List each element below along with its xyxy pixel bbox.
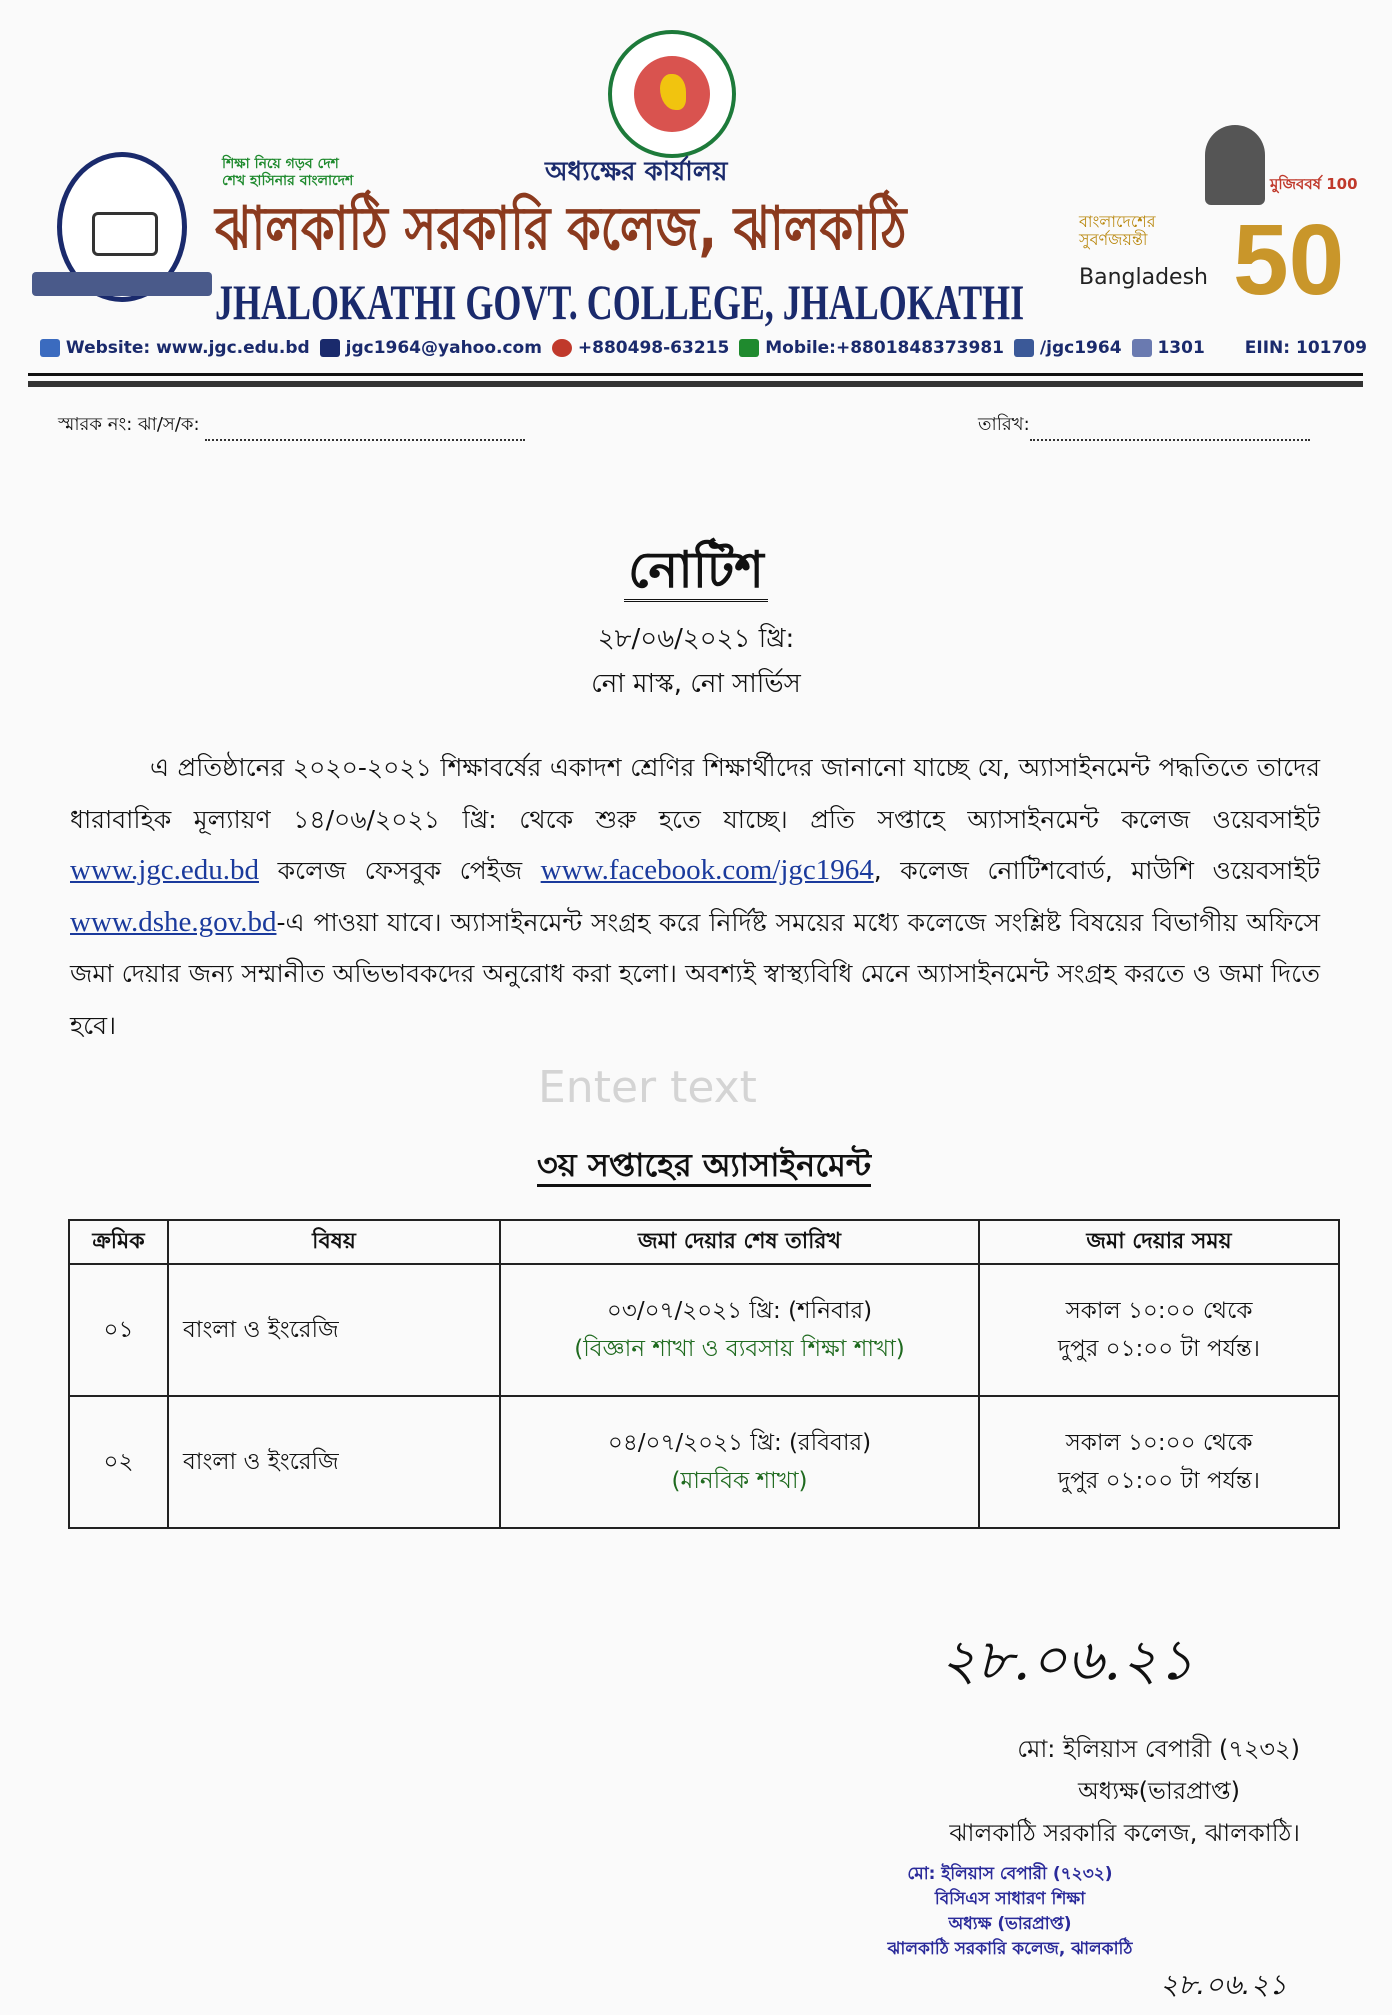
notice-body — [70, 742, 1320, 1051]
eiin: EIIN: 101709 — [1244, 338, 1367, 358]
official-stamp — [880, 1862, 1140, 1962]
time-cell — [979, 1396, 1339, 1528]
office-label: অধ্যক্ষের কার্যালয় — [545, 157, 728, 187]
signatory-institution: ঝালকাঠি সরকারি কলেজ, ঝালকাঠি। — [949, 1819, 1300, 1847]
jubilee-number: 50 — [1233, 204, 1345, 316]
facebook-icon — [1014, 339, 1034, 357]
body-text: কলেজ ফেসবুক পেইজ — [259, 856, 541, 885]
institution-code: 1301 — [1157, 338, 1205, 358]
table-row — [69, 1264, 1339, 1396]
college-title-bangla: ঝালকাঠি সরকারি কলেজ, ঝালকাঠি — [215, 194, 907, 264]
college-logo — [32, 152, 212, 322]
notice-date: ২৮/০৬/২০২১ খ্রি: — [597, 624, 795, 654]
subject-cell: বাংলা ও ইংরেজি — [168, 1264, 500, 1396]
globe-icon — [40, 339, 60, 357]
facebook: /jgc1964 — [1039, 338, 1122, 358]
time-start: সকাল ১০:০০ থেকে — [1065, 1298, 1253, 1324]
signatory-designation: অধ্যক্ষ(ভারপ্রাপ্ত) — [1077, 1777, 1240, 1805]
branch: (বিজ্ঞান শাখা ও ব্যবসায় শিক্ষা শাখা) — [574, 1336, 905, 1362]
stamp-line: অধ্যক্ষ (ভারপ্রাপ্ত) — [948, 1914, 1072, 1934]
jubilee-text: বাংলাদেশের সুবর্ণজয়ন্তী — [1079, 212, 1156, 249]
divider — [28, 373, 1363, 376]
header-deadline: জমা দেয়ার শেষ তারিখ — [500, 1220, 979, 1264]
table-header-row — [69, 1220, 1339, 1264]
building-icon — [1132, 339, 1152, 357]
phone: +880498-63215 — [577, 338, 730, 358]
memo-label: স্মারক নং: ঝা/স/ক: — [58, 414, 200, 435]
deadline-date: ০৪/০৭/২০২১ খ্রি: (রবিবার) — [607, 1430, 872, 1456]
branch: (মানবিক শাখা) — [671, 1468, 808, 1494]
website-link[interactable]: www.jgc.edu.bd — [70, 854, 259, 886]
slogan — [222, 156, 353, 190]
header-serial: ক্রমিক — [69, 1220, 168, 1264]
stamp-line: বিসিএস সাধারণ শিক্ষা — [934, 1889, 1086, 1909]
deadline-cell — [500, 1264, 979, 1396]
jubilee-bangladesh: Bangladesh — [1079, 265, 1208, 290]
signature-date: ২৮.০৬.২১ — [1160, 1968, 1287, 2001]
serial-cell: ০১ — [69, 1264, 168, 1396]
serial-cell: ০২ — [69, 1396, 168, 1528]
mail-icon — [320, 339, 340, 357]
watermark: Enter text — [538, 1062, 757, 1113]
table-title-text: ৩য় সপ্তাহের অ্যাসাইনমেন্ট — [537, 1146, 871, 1187]
slogan-line: শেখ হাসিনার বাংলাদেশ — [222, 173, 354, 189]
memo-field — [58, 410, 525, 441]
signatory-name: মো: ইলিয়াস বেপারী (৭২৩২) — [1017, 1735, 1300, 1763]
notice-title — [0, 540, 1392, 600]
dshe-link[interactable]: www.dshe.gov.bd — [70, 905, 277, 938]
mobile-icon — [739, 339, 759, 357]
time-start: সকাল ১০:০০ থেকে — [1065, 1430, 1253, 1456]
notice-subtitle: নো মাস্ক, নো সার্ভিস — [591, 669, 801, 699]
email: jgc1964@yahoo.com — [345, 338, 542, 358]
table-row — [69, 1396, 1339, 1528]
handwritten-signature: ২৮.০৬.২১ — [940, 1628, 1194, 1693]
time-end: দুপুর ০১:০০ টা পর্যন্ত। — [1058, 1336, 1260, 1362]
slogan-line: শিক্ষা নিয়ে গড়ব দেশ — [222, 156, 339, 172]
subject-cell: বাংলা ও ইংরেজি — [168, 1396, 500, 1528]
mobile: Mobile:+8801848373981 — [765, 338, 1004, 358]
phone-icon — [552, 339, 572, 357]
stamp-line: মো: ইলিয়াস বেপারী (৭২৩২) — [907, 1864, 1113, 1884]
contact-line — [40, 338, 1367, 358]
assignment-table — [68, 1219, 1340, 1529]
signatory-block — [820, 1728, 1300, 1854]
deadline-date: ০৩/০৭/২০২১ খ্রি: (শনিবার) — [606, 1298, 873, 1324]
header-time: জমা দেয়ার সময় — [979, 1220, 1339, 1264]
body-text: এ প্রতিষ্ঠানের ২০২০-২০২১ শিক্ষাবর্ষের একাদশ শ্রেণির শিক্ষার্থীদের জানানো যাচ্ছে যে, অ্যাসাইনমেন্ট পদ্ধতিতে তাদের ধারাবাহিক মূল্যায়ণ ১৪/০৬/২০২১ খ্রি: থেকে শুরু হতে যাচ্ছে। প্রতি সপ্তাহে অ্যাসাইনমেন্ট কলেজ ওয়েবসাইট — [70, 753, 1320, 834]
header-subject: বিষয় — [168, 1220, 500, 1264]
website: Website: www.jgc.edu.bd — [65, 338, 310, 358]
time-cell — [979, 1264, 1339, 1396]
government-seal — [608, 30, 736, 158]
book-icon — [92, 212, 158, 256]
date-field — [978, 410, 1310, 441]
body-text: -এ পাওয়া যাবে। অ্যাসাইনমেন্ট সংগ্রহ করে নির্দিষ্ট সময়ের মধ্যে কলেজে সংশ্লিষ্ট বিষয়ের বিভাগীয় অফিসে জমা দেয়ার জন্য সম্মানীত অভিভাবকদের অনুরোধ করা হলো। অবশ্যই স্বাস্থ্যবিধি মেনে অ্যাসাইনমেন্ট সংগ্রহ করতে ও জমা দিতে হবে। — [70, 907, 1320, 1040]
table-title — [68, 1143, 1340, 1187]
body-text: , কলেজ নোটিশবোর্ড, মাউশি ওয়েবসাইট — [873, 856, 1321, 885]
date-label: তারিখ: — [978, 414, 1030, 435]
mujib-year-text: মুজিববর্ষ 100 — [1270, 175, 1358, 193]
notice-content — [68, 742, 1340, 1529]
notice-title-text: নোটিশ — [624, 541, 768, 602]
divider — [28, 381, 1363, 387]
time-end: দুপুর ০১:০০ টা পর্যন্ত। — [1058, 1468, 1260, 1494]
deadline-cell — [500, 1396, 979, 1528]
stamp-line: ঝালকাঠি সরকারি কলেজ, ঝালকাঠি — [887, 1939, 1133, 1959]
college-title-english: JHALOKATHI GOVT. COLLEGE, JHALOKATHI — [215, 274, 1025, 330]
facebook-link[interactable]: www.facebook.com/jgc1964 — [540, 854, 874, 886]
golden-jubilee-logo — [1075, 125, 1375, 325]
portrait-image — [1205, 125, 1265, 205]
